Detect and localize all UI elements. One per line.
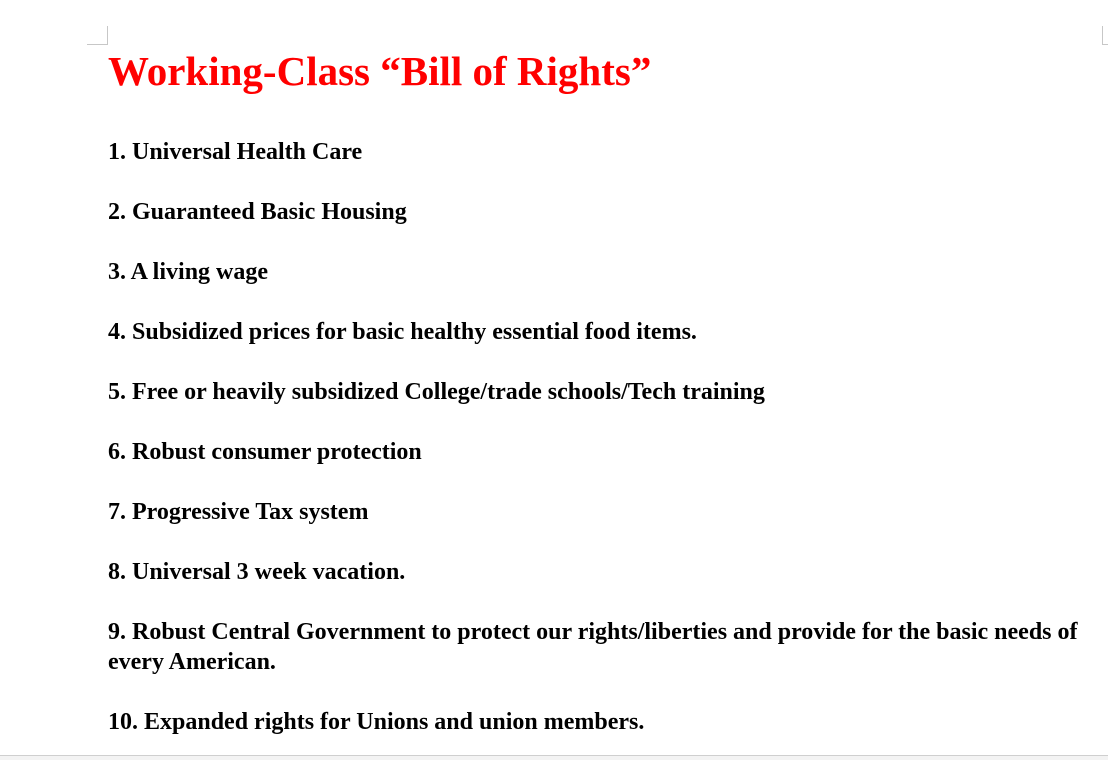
page-bottom-edge [0, 755, 1108, 760]
margin-corner-mark-top-right [1102, 26, 1108, 45]
rights-list [108, 137, 1083, 760]
rights-list-item: 1. Universal Health Care [108, 139, 363, 165]
rights-list-item: 6. Robust consumer protection [108, 439, 422, 465]
rights-list-item: 7. Progressive Tax system [108, 499, 369, 525]
rights-list-item: 8. Universal 3 week vacation. [108, 559, 406, 585]
rights-list-item: 10. Expanded rights for Unions and union members. [108, 709, 645, 735]
rights-list-item: 9. Robust Central Government to protect our rights/liberties and provide for the basic needs of every American. [108, 619, 1078, 675]
rights-list-item: 4. Subsidized prices for basic healthy essential food items. [108, 319, 697, 345]
rights-list-item: 3. A living wage [108, 259, 269, 285]
rights-list-item: 2. Guaranteed Basic Housing [108, 199, 407, 225]
margin-corner-mark-top-left [87, 26, 108, 45]
rights-list-item: 5. Free or heavily subsidized College/trade schools/Tech training [108, 379, 765, 405]
document-title: Working-Class “Bill of Rights” [108, 48, 652, 94]
